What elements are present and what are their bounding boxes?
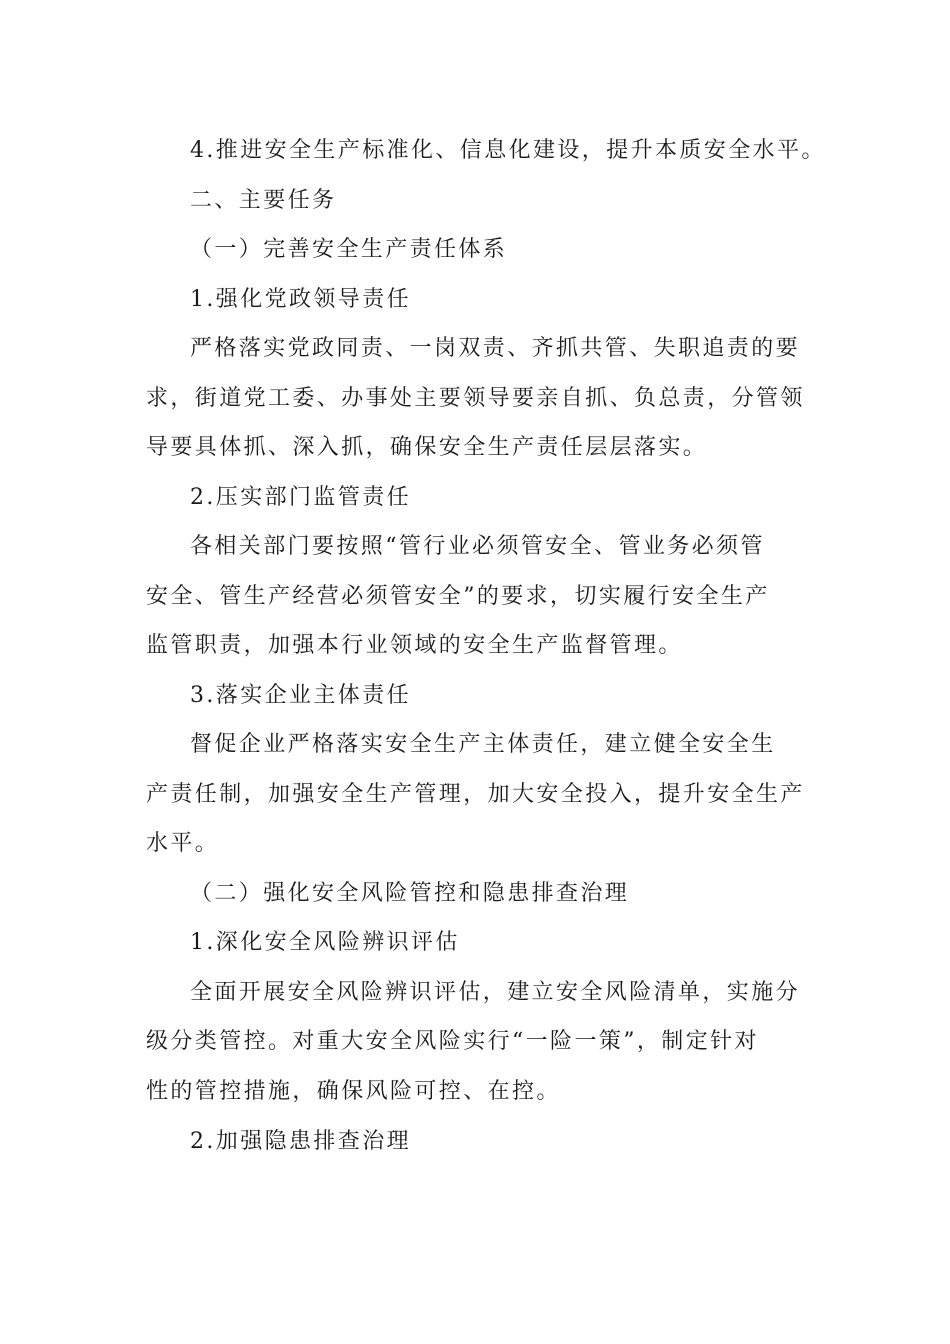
paragraph-line: 导要具体抓、深入抓，确保安全生产责任层层落实。 bbox=[146, 435, 708, 460]
paragraph-line: 安全、管生产经营必须管安全”的要求，切实履行安全生产 bbox=[146, 584, 770, 609]
subsection-heading-responsibility-system: （一）完善安全生产责任体系 bbox=[190, 237, 508, 262]
item-heading-risk-assessment: 1.深化安全风险辨识评估 bbox=[190, 930, 460, 955]
paragraph-line: 级分类管控。对重大安全风险实行“一险一策”，制定针对 bbox=[146, 1029, 759, 1054]
paragraph-line: 督促企业严格落实安全生产主体责任，建立健全安全生 bbox=[190, 732, 776, 757]
item-heading-hazard-investigation: 2.加强隐患排查治理 bbox=[190, 1129, 411, 1154]
paragraph-line: 监管职责，加强本行业领域的安全生产监督管理。 bbox=[146, 633, 683, 658]
list-item-4-standardization: 4.推进安全生产标准化、信息化建设，提升本质安全水平。 bbox=[190, 138, 826, 163]
item-heading-department-supervision: 2.压实部门监管责任 bbox=[190, 485, 411, 510]
paragraph-line: 各相关部门要按照“管行业必须管安全、管业务必须管 bbox=[190, 534, 765, 559]
item-heading-party-leadership: 1.强化党政领导责任 bbox=[190, 287, 411, 312]
item-heading-enterprise-responsibility: 3.落实企业主体责任 bbox=[190, 683, 411, 708]
paragraph-line: 全面开展安全风险辨识评估，建立安全风险清单，实施分 bbox=[190, 980, 801, 1005]
paragraph-line: 性的管控措施，确保风险可控、在控。 bbox=[146, 1079, 561, 1104]
paragraph-line: 水平。 bbox=[146, 831, 220, 856]
subsection-heading-risk-control: （二）强化安全风险管控和隐患排查治理 bbox=[190, 881, 630, 906]
paragraph-line: 产责任制，加强安全生产管理，加大安全投入，提升安全生产 bbox=[146, 782, 805, 807]
paragraph-line: 求，街道党工委、办事处主要领导要亲自抓、负总责，分管领 bbox=[146, 386, 805, 411]
section-heading-main-tasks: 二、主要任务 bbox=[190, 188, 337, 213]
paragraph-line: 严格落实党政同责、一岗双责、齐抓共管、失职追责的要 bbox=[190, 336, 801, 361]
